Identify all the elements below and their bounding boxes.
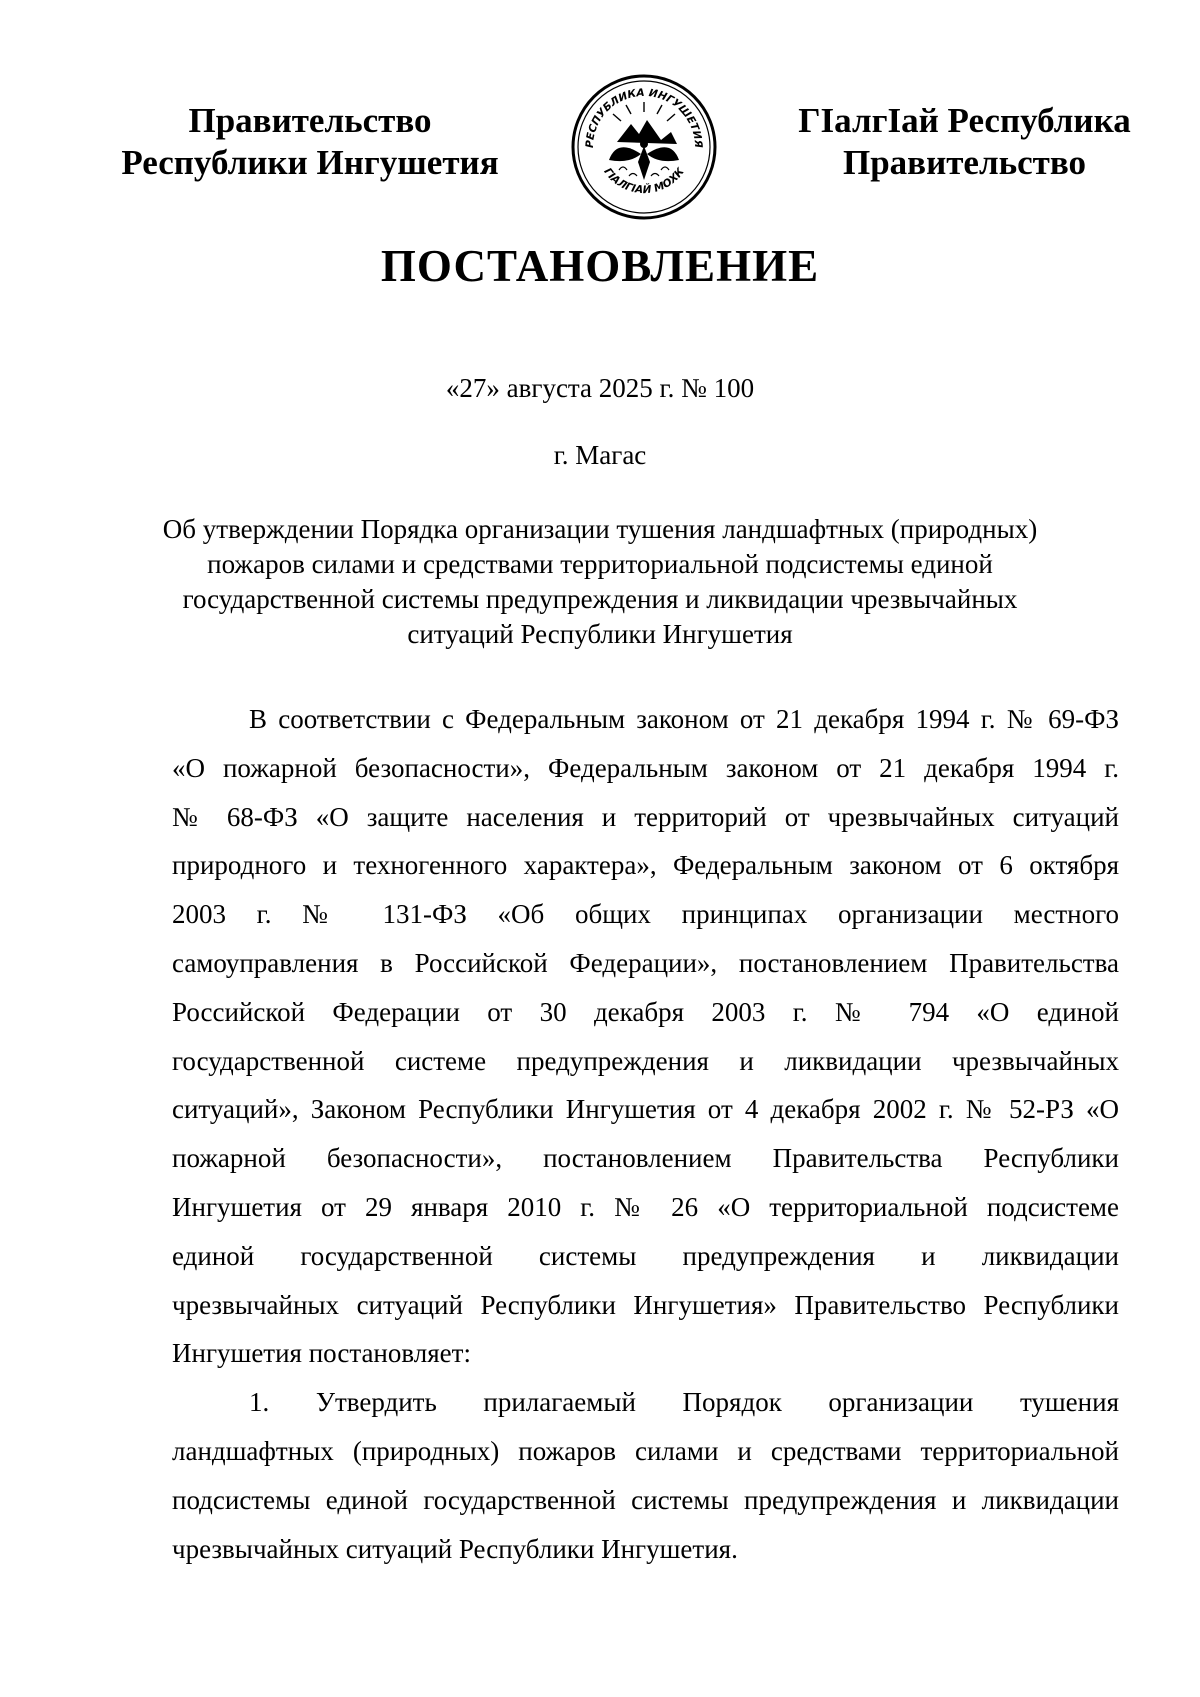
title-line: пожаров силами и средствами территориальной подсистемы единой (207, 549, 993, 579)
preamble-line: № 68-ФЗ «О защите населения и территорий от чрезвычайных ситуаций (172, 801, 1119, 832)
preamble-line: единой государственной системы предупреждения и ликвидации (172, 1240, 1119, 1271)
resolution-item-line: 1. Утвердить прилагаемый Порядок организации тушения (249, 1387, 1119, 1418)
document-date-number: «27» августа 2025 г. № 100 (445, 373, 755, 403)
emblem-top-text: РЕСПУБЛИКА ИНГУШЕТИЯ (583, 86, 705, 149)
preamble-line: пожарной безопасности», постановлением Правительства Республики (172, 1143, 1119, 1174)
header-left-line-2: Республики Ингушетия (121, 143, 499, 182)
document-city: г. Магас (553, 440, 647, 470)
document-title (160, 512, 1040, 652)
header-left-authority (105, 100, 515, 184)
preamble-line: В соответствии с Федеральным законом от 21 декабря 1994 г. № 69-ФЗ (249, 704, 1119, 734)
preamble-line: государственной системе предупреждения и ликвидации чрезвычайных (172, 1045, 1119, 1076)
preamble-line: Ингушетия от 29 января 2010 г. № 26 «О территориальной подсистеме (172, 1191, 1119, 1222)
state-emblem-icon (569, 72, 719, 222)
title-line: ситуаций Республики Ингушетия (407, 619, 793, 649)
emblem-graphic (569, 72, 719, 222)
title-line: Об утверждении Порядка организации тушения ландшафтных (природных) (162, 514, 1038, 544)
header-right-line-1: ГIалгIай Республика (798, 101, 1131, 140)
resolution-item-line: подсистемы единой государственной системы предупреждения и ликвидации (172, 1484, 1119, 1515)
preamble-line: 2003 г. № 131-ФЗ «Об общих принципах организации местного (172, 899, 1119, 930)
preamble-line: ситуаций», Законом Республики Ингушетия от 4 декабря 2002 г. № 52-РЗ «О (172, 1094, 1119, 1125)
header-right-authority (782, 100, 1147, 184)
preamble-line: природного и техногенного характера», Федеральным законом от 6 октября (172, 850, 1119, 881)
emblem-bottom-text: ГIАЛГIАЙ МОХК (601, 165, 687, 197)
title-line: государственной системы предупреждения и ликвидации чрезвычайных (182, 584, 1018, 614)
resolution-item-line: чрезвычайных ситуаций Республики Ингушетия. (172, 1533, 738, 1564)
preamble-line: Российской Федерации от 30 декабря 2003 г. № 794 «О единой (172, 996, 1119, 1027)
resolution-item-line: ландшафтных (природных) пожаров силами и средствами территориальной (172, 1435, 1119, 1466)
preamble-line: Ингушетия постановляет: (172, 1338, 471, 1369)
header-left-line-1: Правительство (188, 101, 432, 140)
preamble-line: самоуправления в Российской Федерации», постановлением Правительства (172, 947, 1119, 978)
document-type-heading: ПОСТАНОВЛЕНИЕ (380, 241, 820, 291)
document-body (172, 695, 1119, 1573)
preamble-line: чрезвычайных ситуаций Республики Ингушетия» Правительство Республики (172, 1289, 1119, 1320)
preamble-line: «О пожарной безопасности», Федеральным законом от 21 декабря 1994 г. (172, 752, 1119, 783)
header-right-line-2: Правительство (842, 143, 1087, 182)
